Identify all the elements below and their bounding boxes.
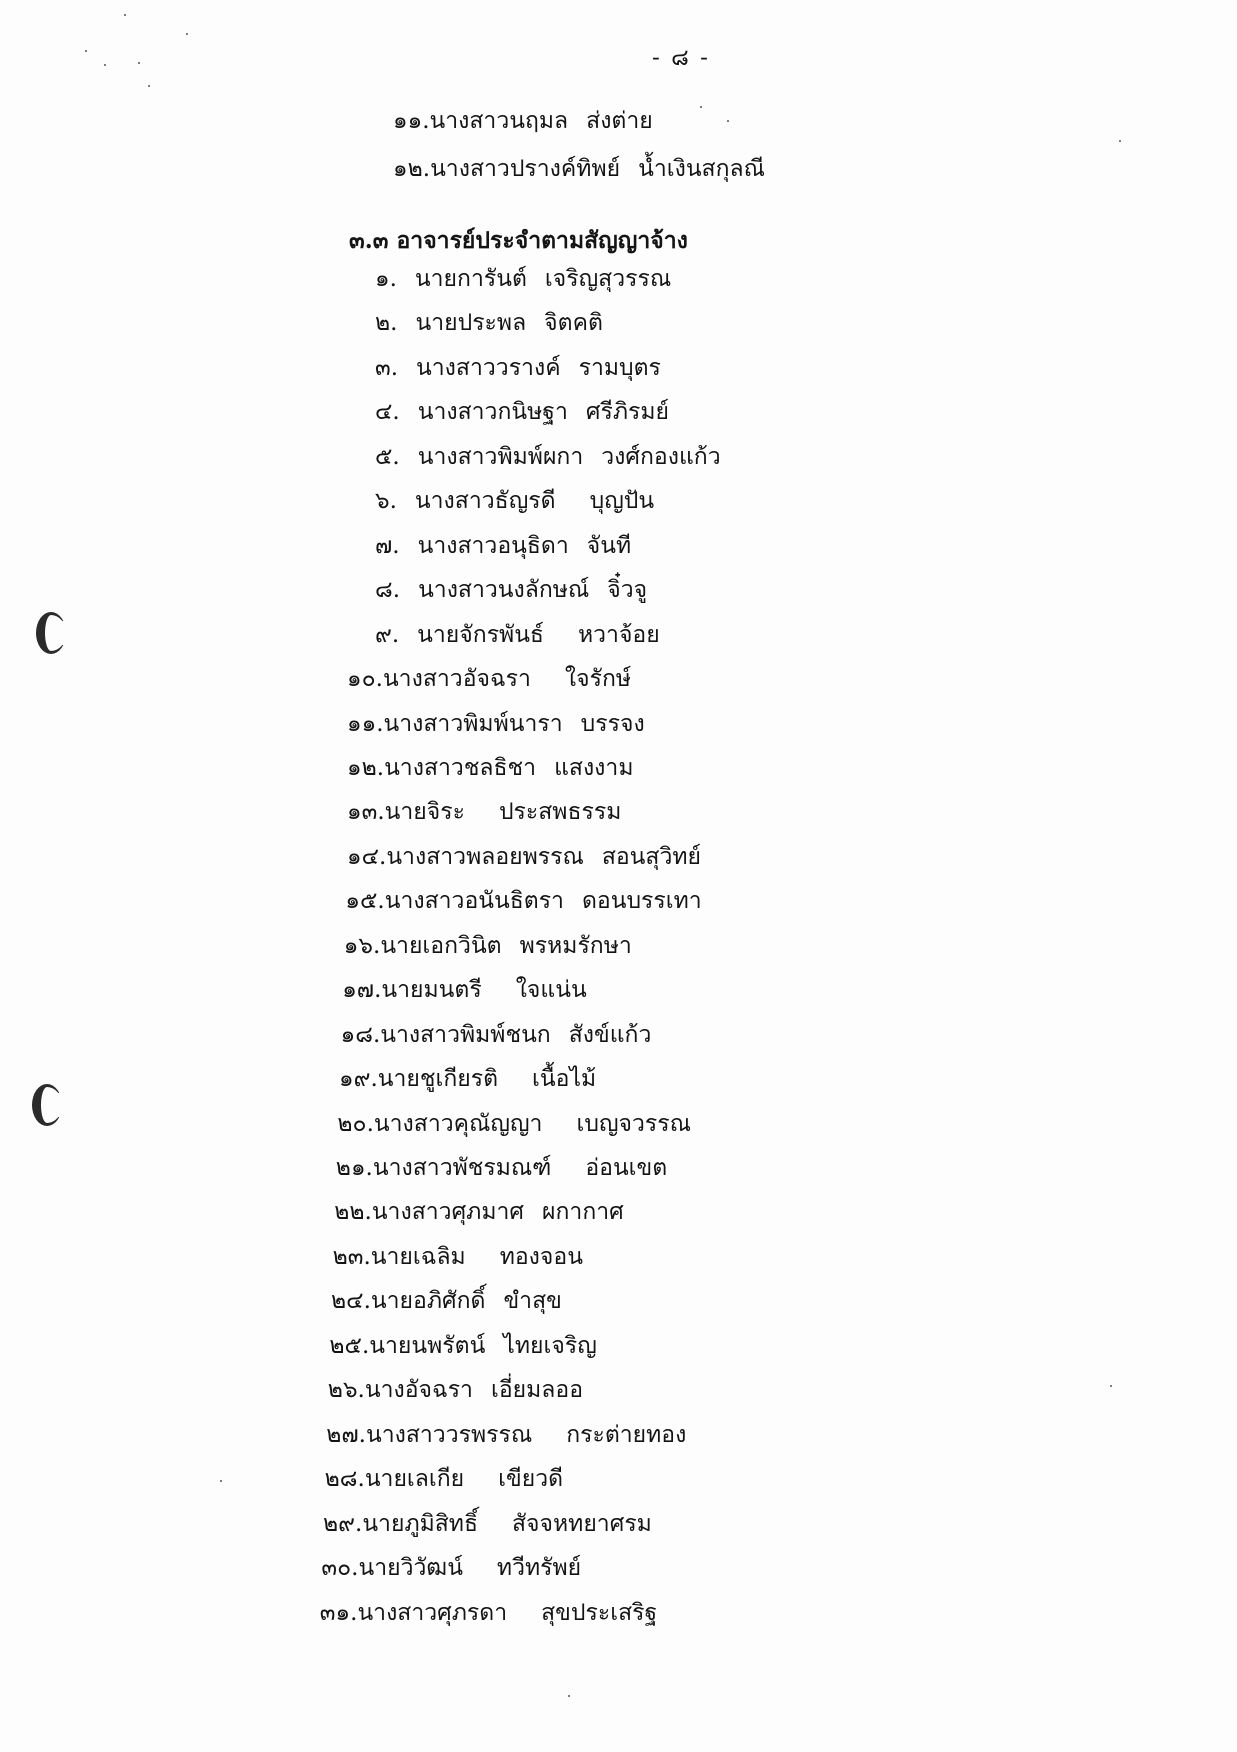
list-item [393, 106, 653, 136]
item-last-name: ประสพธรรม [498, 799, 622, 826]
item-last-name: จิตคติ [544, 310, 603, 337]
item-last-name: สัจจหทยาศรม [512, 1510, 652, 1537]
item-last-name: เบญจวรรณ [576, 1110, 691, 1137]
item-number: ๑๐. [347, 666, 383, 693]
item-last-name: ทองจอน [499, 1243, 583, 1270]
item-last-name: สุขประเสริฐ [541, 1599, 658, 1626]
staff-list-item [344, 931, 632, 961]
scan-speck [85, 50, 87, 52]
staff-list-item [375, 397, 669, 427]
item-number: ๑๑. [393, 108, 430, 134]
item-first-name: นางอัจฉรา [364, 1377, 473, 1404]
item-first-name: นางสาวพัชรมณฑ์ [372, 1155, 552, 1181]
item-last-name: บรรจง [580, 710, 645, 737]
staff-list-item [336, 1153, 667, 1183]
staff-list-item [347, 753, 634, 783]
item-number: ๑๖. [343, 932, 381, 959]
item-first-name: นายเฉลิม [370, 1243, 466, 1270]
scan-speck [700, 106, 702, 108]
item-first-name: นางสาวอนันธิตรา [384, 888, 564, 915]
item-last-name: ผกากาศ [542, 1199, 624, 1226]
item-number: ๑๒. [347, 754, 385, 781]
item-first-name: นายชูเกียรติ [377, 1066, 499, 1093]
item-number: ๘. [375, 577, 401, 604]
staff-list-item [375, 264, 671, 294]
item-number: ๑๕. [345, 888, 385, 915]
staff-list-item [325, 1464, 563, 1494]
staff-list-item [329, 1331, 596, 1361]
item-last-name: ใจรักษ์ [564, 666, 632, 693]
item-last-name: จันที [586, 532, 632, 559]
item-last-name: ขำสุข [503, 1288, 562, 1315]
item-number: ๒๕. [329, 1332, 370, 1359]
staff-list-item [375, 575, 647, 605]
staff-list-item [347, 709, 645, 739]
item-number: ๒๐. [337, 1110, 374, 1137]
item-number: ๗. [375, 532, 400, 559]
item-first-name: นางสาวธัญรดี [414, 488, 556, 515]
item-last-name: อ่อนเขต [585, 1155, 668, 1181]
item-last-name: ส่งต่าย [586, 108, 653, 134]
item-number: ๒๒. [334, 1199, 372, 1226]
scan-speck [104, 64, 106, 66]
item-last-name: ดอนบรรเทา [581, 888, 702, 915]
item-last-name: น้ำเงินสกุลณี [638, 156, 765, 182]
staff-list-item [339, 1064, 596, 1094]
staff-list-item [321, 1553, 581, 1583]
staff-list-item [375, 531, 631, 561]
staff-list-item [347, 664, 631, 694]
item-first-name: นายเลเกีย [364, 1466, 465, 1493]
item-number: ๒๔. [331, 1288, 371, 1315]
item-first-name: นายนพรัตน์ [369, 1332, 486, 1359]
item-last-name: วงศ์กองแก้ว [601, 443, 721, 470]
item-first-name: นางสาววรพรรณ [365, 1421, 533, 1448]
staff-list-item [323, 1509, 652, 1539]
page-number: - ๘ - [652, 45, 710, 71]
item-last-name: เอี่ยมลออ [490, 1377, 584, 1404]
staff-list-item [342, 975, 587, 1005]
item-number: ๑๙. [339, 1066, 378, 1093]
item-first-name: นายวิวัฒน์ [358, 1555, 463, 1582]
item-number: ๑. [375, 266, 397, 292]
item-last-name: จิ๋วจู [607, 577, 648, 604]
item-number: ๒๘. [324, 1466, 365, 1493]
staff-list-item [347, 797, 621, 827]
staff-list-item [375, 308, 603, 338]
item-number: ๒๑. [335, 1155, 373, 1181]
staff-list-item [328, 1375, 583, 1405]
item-last-name: เจริญสุวรรณ [544, 266, 672, 292]
staff-list-item [320, 1598, 657, 1628]
staff-list-item [345, 886, 701, 916]
item-number: ๑๗. [342, 977, 382, 1004]
item-number: ๖. [375, 488, 397, 515]
scan-speck [1110, 1385, 1112, 1387]
item-first-name: นางสาวศุภมาศ [371, 1199, 525, 1226]
item-number: ๓๑. [319, 1599, 358, 1626]
staff-list-item [375, 442, 721, 472]
item-first-name: นางสาวพิมพ์ผกา [417, 443, 584, 470]
item-number: ๒๓. [332, 1243, 371, 1270]
item-number: ๑๓. [347, 799, 385, 826]
item-number: ๑๘. [340, 1021, 381, 1048]
staff-list-item [337, 1109, 691, 1139]
staff-list-item [334, 1197, 624, 1227]
item-first-name: นางสาวนงลักษณ์ [418, 577, 590, 604]
item-first-name: นางสาววรางค์ [416, 354, 561, 381]
item-first-name: นางสาวพลอยพรรณ [386, 843, 584, 870]
binder-hole-mark [32, 1084, 62, 1126]
scan-speck [1119, 140, 1121, 142]
item-last-name: ไทยเจริญ [503, 1332, 597, 1359]
item-last-name: รามบุตร [578, 354, 661, 381]
scan-speck [220, 1480, 222, 1482]
item-first-name: นางสาวพิมพ์ชนก [380, 1021, 551, 1048]
item-number: ๒. [375, 310, 398, 337]
item-first-name: นางสาวศุภรดา [357, 1599, 508, 1626]
item-last-name: เขียวดี [498, 1466, 564, 1493]
item-number: ๒๙. [323, 1510, 363, 1537]
item-last-name: ทวีทรัพย์ [496, 1555, 582, 1582]
item-first-name: นายจิระ [384, 799, 465, 826]
item-last-name: หวาจ้อย [577, 621, 660, 648]
list-item [393, 154, 765, 184]
item-last-name: สังข์แก้ว [568, 1021, 652, 1048]
item-last-name: ใจแน่น [515, 977, 587, 1004]
item-last-name: ศรีภิรมย์ [585, 399, 669, 426]
staff-list-item [341, 1020, 652, 1050]
staff-list-item [331, 1286, 562, 1316]
item-last-name: กระต่ายทอง [566, 1421, 687, 1448]
scan-speck [186, 33, 188, 35]
item-last-name: พรหมรักษา [519, 932, 632, 959]
item-first-name: นางสาวคุณัญญา [373, 1110, 543, 1137]
scan-speck [727, 120, 729, 122]
binder-hole-mark [36, 612, 66, 654]
staff-list-item [347, 842, 701, 872]
item-first-name: นางสาวกนิษฐา [417, 399, 568, 426]
item-first-name: นางสาวปรางค์ทิพย์ [430, 156, 621, 182]
item-first-name: นายประพล [415, 310, 527, 337]
scan-speck [138, 62, 140, 64]
item-first-name: นางสาวอนุธิดา [417, 532, 569, 559]
item-first-name: นางสาวชลธิชา [384, 754, 537, 781]
staff-list-item [326, 1420, 686, 1450]
item-number: ๒๖. [327, 1377, 365, 1404]
scan-speck [124, 14, 126, 16]
item-last-name: บุญปัน [589, 488, 655, 515]
staff-list-item [375, 620, 660, 650]
item-number: ๓. [375, 354, 399, 381]
item-first-name: นายจักรพันธ์ [417, 621, 544, 648]
staff-list-item [375, 353, 661, 383]
scan-speck [148, 85, 150, 87]
item-first-name: นางสาวนฤมล [429, 108, 569, 134]
item-first-name: นางสาวพิมพ์นารา [383, 710, 563, 737]
item-number: ๕. [375, 443, 400, 470]
item-first-name: นายการันต์ [414, 266, 527, 292]
item-number: ๔. [375, 399, 400, 426]
item-number: ๒๗. [326, 1421, 366, 1448]
item-number: ๑๒. [393, 156, 431, 182]
item-last-name: สอนสุวิทย์ [601, 843, 701, 870]
item-last-name: เนื้อไม้ [532, 1066, 597, 1093]
scan-speck [568, 1695, 570, 1697]
section-heading: ๓.๓ อาจารย์ประจำตามสัญญาจ้าง [349, 227, 688, 254]
item-number: ๙. [375, 621, 400, 648]
item-number: ๑๔. [347, 843, 387, 870]
item-first-name: นางสาวอัจฉรา [382, 666, 531, 693]
staff-list-item [333, 1242, 583, 1272]
item-first-name: นายมนตรี [381, 977, 482, 1004]
item-last-name: แสงงาม [554, 754, 634, 781]
item-number: ๑๑. [347, 710, 384, 737]
item-first-name: นายเอกวินิต [380, 932, 502, 959]
item-first-name: นายภูมิสิทธิ์ [362, 1510, 479, 1537]
item-number: ๓๐. [321, 1555, 359, 1582]
item-first-name: นายอภิศักดิ์ [370, 1288, 486, 1315]
staff-list-item [375, 486, 654, 516]
